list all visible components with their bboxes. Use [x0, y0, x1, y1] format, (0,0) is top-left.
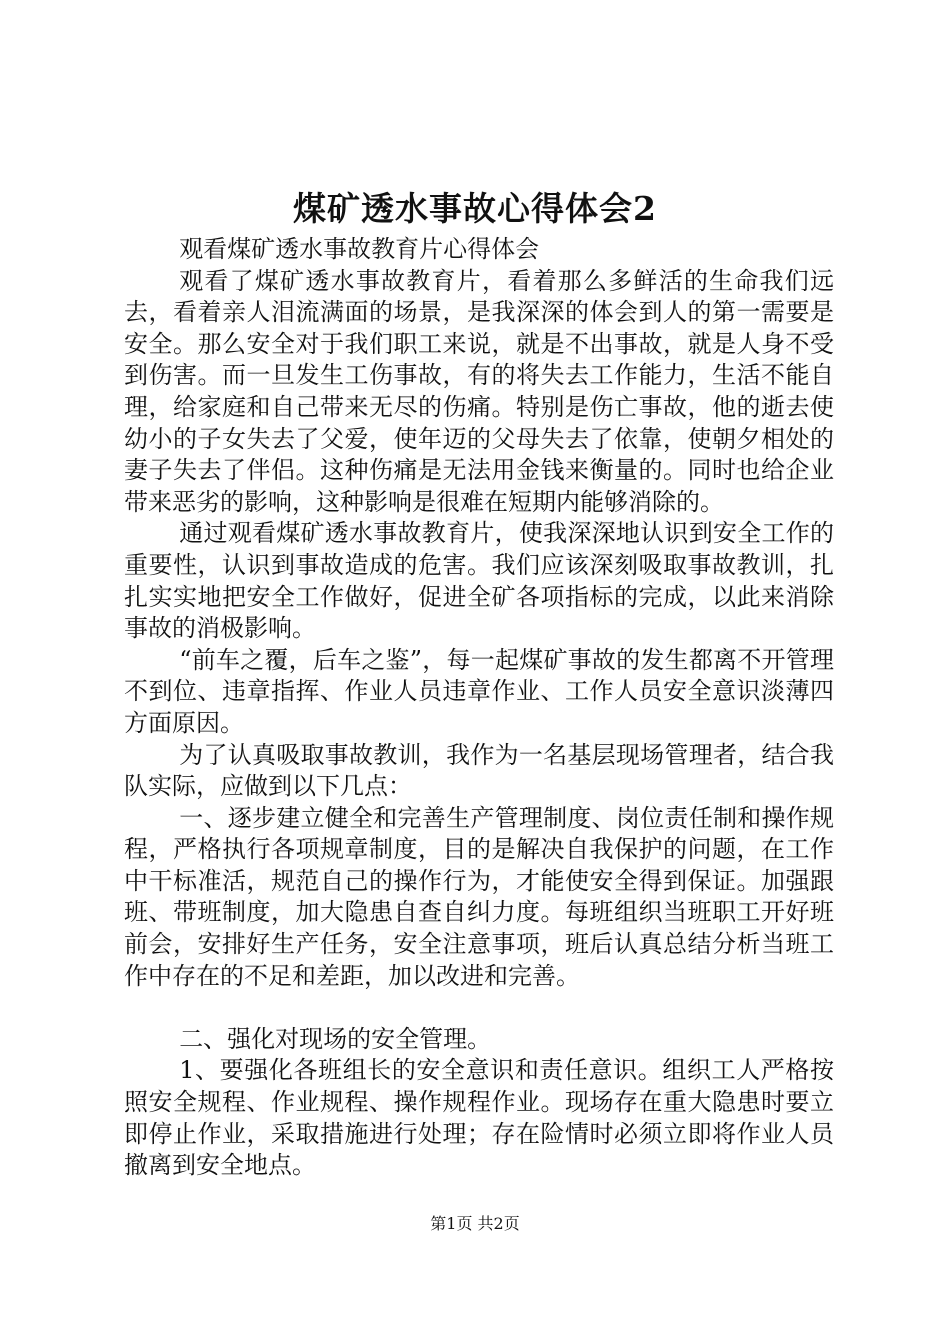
document-body [124, 234, 834, 1182]
paragraph-2: 通过观看煤矿透水事故教育片，使我深深地认识到安全工作的重要性，认识到事故造成的危害。我们应该深刻吸取事故教训，扎扎实实地把安全工作做好，促进全矿各项指标的完成，以此来消除事故的消极影响。 [124, 519, 834, 643]
paragraph-3: “前车之覆，后车之鉴”，每一起煤矿事故的发生都离不开管理不到位、违章指挥、作业人员违章作业、工作人员安全意识淡薄四方面原因。 [124, 645, 834, 737]
paragraph-spacer [124, 992, 834, 1024]
paragraph-5: 一、逐步建立健全和完善生产管理制度、岗位责任制和操作规程，严格执行各项规章制度，目的是解决自我保护的问题，在工作中干标准活，规范自己的操作行为，才能使安全得到保证。加强跟班、带班制度，加大隐患自查自纠力度。每班组织当班职工开好班前会，安排好生产任务，安全注意事项，班后认真总结分析当班工作中存在的不足和差距，加以改进和完善。 [124, 803, 834, 990]
document-title: 煤矿透水事故心得体会2 [293, 189, 657, 228]
paragraph-4: 为了认真吸取事故教训，我作为一名基层现场管理者，结合我队实际，应做到以下几点： [124, 740, 834, 801]
page-number: 第1页 共2页 [430, 1214, 520, 1233]
paragraph-1: 观看了煤矿透水事故教育片，看着那么多鲜活的生命我们远去，看着亲人泪流满面的场景，是我深深的体会到人的第一需要是安全。那么安全对于我们职工来说，就是不出事故，就是人身不受到伤害。而一旦发生工伤事故，有的将失去工作能力，生活不能自理，给家庭和自己带来无尽的伤痛。特别是伤亡事故，他的逝去使幼小的子女失去了父爱，使年迈的父母失去了依靠，使朝夕相处的妻子失去了伴侣。这种伤痛是无法用金钱来衡量的。同时也给企业带来恶劣的影响，这种影响是很难在短期内能够消除的。 [124, 266, 834, 516]
document-subtitle: 观看煤矿透水事故教育片心得体会 [179, 235, 540, 263]
paragraph-7: 1、要强化各班组长的安全意识和责任意识。组织工人严格按照安全规程、作业规程、操作规程作业。现场存在重大隐患时要立即停止作业，采取措施进行处理；存在险情时必须立即将作业人员撤离到安全地点。 [124, 1056, 834, 1180]
paragraph-6: 二、强化对现场的安全管理。 [179, 1024, 492, 1053]
